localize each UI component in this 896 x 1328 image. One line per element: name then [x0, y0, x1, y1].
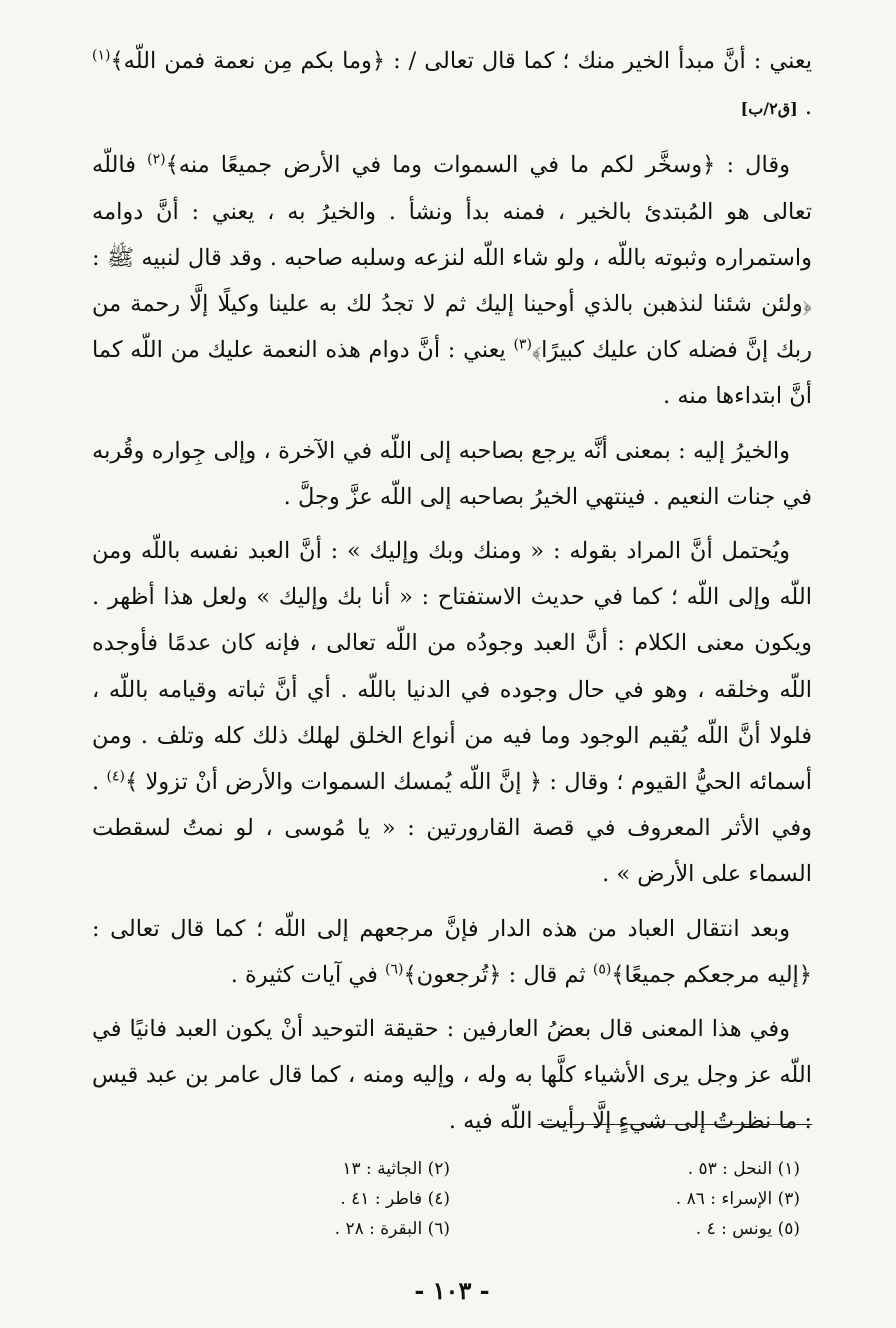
paragraph-text: وفي هذا المعنى قال بعضُ العارفين : حقيقة التوحيد أنْ يكون العبد فانيًا في اللّه عز وجل يرى الأشياء كلَّها به وله ، وإليه ومنه ، كما قال عامر بن عبد قيس : ما نظرتُ إلى شيءٍ إلَّا رأيت اللّه فيه .: [92, 1016, 812, 1135]
paragraph-text: والخيرُ إليه : بمعنى أنَّه يرجع بصاحبه إلى اللّه في الآخرة ، وإلى جِواره وقُربه في جنات النعيم . فينتهي الخيرُ بصاحبه إلى اللّه عزَّ وجلَّ .: [92, 437, 812, 510]
footnote-ref: (٣): [513, 336, 532, 353]
footnote-5: (٥) يونس : ٤ .: [695, 1219, 800, 1239]
footnote-ref: (٦): [385, 961, 404, 978]
paragraph-4: [92, 528, 812, 898]
footnote-ref: (٥): [592, 961, 612, 978]
manuscript-folio-ref: [ق٢/ب]: [740, 99, 798, 119]
paragraph-text: وقال : ﴿وسخَّر لكم ما في السموات وما في الأرض جميعًا منه﴾: [165, 152, 790, 179]
page-number: - ١٠٣ -: [414, 1276, 490, 1305]
paragraph-tail: .: [804, 94, 812, 121]
paragraph-text: وبعد انتقال العباد من هذه الدار فإنَّ مرجعهم إلى اللّه ؛ كما قال تعالى : ﴿إليه مرجعكم جميعًا﴾: [92, 915, 812, 988]
footnote-1: (١) النحل : ٥٣ .: [687, 1159, 800, 1179]
paragraph-tail: فاللّه تعالى هو المُبتدئ بالخير ، فمنه بدأ ونشأ . والخيرُ به ، يعني : أنَّ دوامه واستمراره وثبوته باللّه ، ولو شاء اللّه لنزعه وسلبه صاحبه . وقد قال لنبيه ﷺ : ﴿ولئن شئنا لنذهبن بالذي أوحينا إليك ثم لا تجدُ لك به علينا وكيلًا إلَّا رحمة من ربك إنَّ فضله كان عليك كبيرًا﴾: [92, 152, 813, 364]
footnote-6: (٦) البقرة : ٢٨ .: [334, 1219, 450, 1239]
paragraph-1: [92, 38, 812, 132]
footnotes: [100, 1156, 800, 1242]
paragraph-text: ويُحتمل أنَّ المراد بقوله : « ومنك وبك وإليك » : أنَّ العبد نفسه باللّه ومن اللّه وإلى اللّه ؛ كما في حديث الاستفتاح : « أنا بك وإليك » ولعل هذا أظهر . ويكون معنى الكلام : أنَّ العبد وجودُه من اللّه تعالى ، فإنه كان عدمًا فأوجده اللّه وخلقه ، وهو في حال وجوده في الدنيا باللّه . أي أنَّ ثباته وقيامه باللّه ، فلولا أنَّ اللّه يُقيم الوجود وما فيه من أنواع الخلق لهلك ذلك كله وتلف . ومن أسمائه الحيُّ القيوم ؛ وقال : ﴿ إنَّ اللّه يُمسك السموات والأرض أنْ تزولا ﴾: [92, 538, 812, 796]
footnote-3: (٣) الإسراء : ٨٦ .: [675, 1189, 800, 1209]
footnote-ref: (٤): [106, 768, 125, 785]
footnote-ref: (١): [92, 47, 111, 64]
paragraph-3: [92, 428, 812, 520]
paragraph-5: [92, 906, 812, 998]
footnote-4: (٤) فاطر : ٤١ .: [340, 1189, 450, 1209]
paragraph-tail: . وفي الأثر المعروف في قصة القارورتين : « يا مُوسى ، لو نمتُ لسقطت السماء على الأرض » .: [92, 769, 812, 888]
paragraph-tail: في آيات كثيرة .: [230, 961, 386, 988]
paragraph-tail: يعني : أنَّ دوام هذه النعمة عليك من اللّه كما أنَّ ابتداءها منه .: [92, 337, 812, 410]
footnote-ref: (٢): [147, 151, 166, 168]
paragraph-text: يعني : أنَّ مبدأ الخير منك ؛ كما قال تعالى / : ﴿وما بكم مِن نعمة فمن اللّه﴾: [110, 48, 812, 74]
footnote-2: (٢) الجاثية : ١٣: [342, 1159, 450, 1179]
book-page: [92, 38, 812, 1308]
footnote-separator: [538, 1124, 812, 1125]
paragraph-tail: ثم قال : ﴿تُرجعون﴾: [403, 961, 593, 988]
paragraph-2: [92, 142, 812, 419]
